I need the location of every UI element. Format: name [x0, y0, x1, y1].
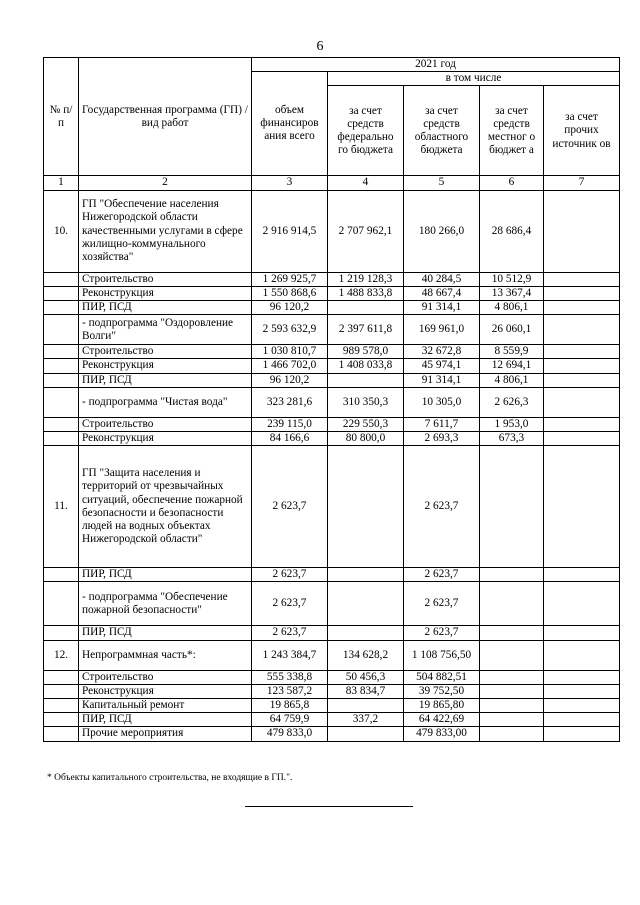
table-row: [44, 432, 620, 446]
index-cell: 4: [328, 176, 404, 190]
row-local: 1 953,0: [480, 417, 544, 431]
row-num: [44, 432, 79, 446]
row-regional: 39 752,50: [404, 684, 480, 698]
row-name: Строительство: [79, 670, 252, 684]
row-num: [44, 670, 79, 684]
row-local: 4 806,1: [480, 373, 544, 387]
row-name: Реконструкция: [79, 286, 252, 300]
row-other: [544, 387, 620, 417]
row-name: - подпрограмма "Чистая вода": [79, 387, 252, 417]
row-total: 84 166,6: [252, 432, 328, 446]
row-other: [544, 373, 620, 387]
table-row: [44, 345, 620, 359]
header-local: за счет средств местног о бюджет а: [480, 86, 544, 176]
row-num: [44, 272, 79, 286]
row-name: Строительство: [79, 272, 252, 286]
row-num: [44, 727, 79, 741]
row-federal: 229 550,3: [328, 417, 404, 431]
row-federal: 134 628,2: [328, 640, 404, 670]
table-row: [44, 373, 620, 387]
index-cell: 2: [79, 176, 252, 190]
row-other: [544, 446, 620, 568]
row-local: [480, 699, 544, 713]
row-federal: [328, 446, 404, 568]
row-local: 28 686,4: [480, 190, 544, 272]
row-regional: 479 833,00: [404, 727, 480, 741]
table-row: [44, 315, 620, 345]
row-total: 1 269 925,7: [252, 272, 328, 286]
row-other: [544, 359, 620, 373]
page-number: 6: [316, 39, 324, 54]
row-name: Прочие мероприятия: [79, 727, 252, 741]
row-other: [544, 286, 620, 300]
row-num: [44, 417, 79, 431]
row-regional: 10 305,0: [404, 387, 480, 417]
table-row: [44, 582, 620, 626]
row-name: Реконструкция: [79, 684, 252, 698]
row-regional: 64 422,69: [404, 713, 480, 727]
row-federal: 80 800,0: [328, 432, 404, 446]
row-other: [544, 301, 620, 315]
row-num: 12.: [44, 640, 79, 670]
table-row: [44, 359, 620, 373]
table-row: [44, 301, 620, 315]
row-federal: 989 578,0: [328, 345, 404, 359]
row-other: [544, 190, 620, 272]
row-other: [544, 713, 620, 727]
row-name: ПИР, ПСД: [79, 373, 252, 387]
row-num: [44, 345, 79, 359]
row-other: [544, 345, 620, 359]
row-regional: 91 314,1: [404, 301, 480, 315]
row-regional: 169 961,0: [404, 315, 480, 345]
row-name: Строительство: [79, 417, 252, 431]
row-other: [544, 699, 620, 713]
header-regional: за счет средств областного бюджета: [404, 86, 480, 176]
row-other: [544, 432, 620, 446]
table-row: [44, 286, 620, 300]
header-program: Государственная программа (ГП) / вид работ: [79, 58, 252, 176]
row-other: [544, 272, 620, 286]
row-total: 555 338,8: [252, 670, 328, 684]
row-local: 12 694,1: [480, 359, 544, 373]
row-local: [480, 626, 544, 640]
row-local: 4 806,1: [480, 301, 544, 315]
table-row: [44, 713, 620, 727]
row-federal: [328, 582, 404, 626]
index-cell: 3: [252, 176, 328, 190]
row-num: [44, 286, 79, 300]
table-row: [44, 640, 620, 670]
row-local: 13 367,4: [480, 286, 544, 300]
row-other: [544, 417, 620, 431]
row-total: 1 030 810,7: [252, 345, 328, 359]
row-federal: 50 456,3: [328, 670, 404, 684]
row-regional: 2 623,7: [404, 582, 480, 626]
row-local: [480, 727, 544, 741]
header-year: 2021 год: [252, 58, 620, 72]
row-local: 10 512,9: [480, 272, 544, 286]
row-total: 1 243 384,7: [252, 640, 328, 670]
row-total: 239 115,0: [252, 417, 328, 431]
table-row: [44, 699, 620, 713]
row-num: [44, 359, 79, 373]
table-row: [44, 387, 620, 417]
row-total: 2 623,7: [252, 582, 328, 626]
row-regional: 48 667,4: [404, 286, 480, 300]
row-total: 19 865,8: [252, 699, 328, 713]
row-regional: 2 623,7: [404, 446, 480, 568]
row-local: [480, 684, 544, 698]
row-regional: 91 314,1: [404, 373, 480, 387]
table-row: [44, 684, 620, 698]
index-cell: 7: [544, 176, 620, 190]
row-regional: 2 623,7: [404, 568, 480, 582]
row-total: 2 623,7: [252, 568, 328, 582]
row-regional: 2 693,3: [404, 432, 480, 446]
row-other: [544, 684, 620, 698]
table-row: [44, 417, 620, 431]
header-other: за счет прочих источник ов: [544, 86, 620, 176]
row-federal: [328, 626, 404, 640]
row-total: 2 623,7: [252, 446, 328, 568]
table-row: [44, 272, 620, 286]
row-num: [44, 568, 79, 582]
row-num: [44, 301, 79, 315]
header-num: № п/п: [44, 58, 79, 176]
row-name: Реконструкция: [79, 359, 252, 373]
row-federal: [328, 699, 404, 713]
row-name: ГП "Обеспечение населения Нижегородской области качественными услугами в сфере жилищно-коммунального хозяйства": [79, 190, 252, 272]
row-local: [480, 670, 544, 684]
row-total: 1 466 702,0: [252, 359, 328, 373]
row-federal: 1 219 128,3: [328, 272, 404, 286]
row-other: [544, 670, 620, 684]
row-name: ПИР, ПСД: [79, 626, 252, 640]
row-num: 10.: [44, 190, 79, 272]
row-total: 64 759,9: [252, 713, 328, 727]
row-local: [480, 713, 544, 727]
row-federal: [328, 301, 404, 315]
row-total: 1 550 868,6: [252, 286, 328, 300]
table-row: [44, 727, 620, 741]
row-regional: 1 108 756,50: [404, 640, 480, 670]
table-row: [44, 446, 620, 568]
row-regional: 180 266,0: [404, 190, 480, 272]
row-local: [480, 640, 544, 670]
row-name: Непрограммная часть*:: [79, 640, 252, 670]
index-cell: 1: [44, 176, 79, 190]
header-federal: за счет средств федерально го бюджета: [328, 86, 404, 176]
row-federal: 2 397 611,8: [328, 315, 404, 345]
row-total: 2 916 914,5: [252, 190, 328, 272]
row-other: [544, 727, 620, 741]
row-other: [544, 626, 620, 640]
row-federal: [328, 568, 404, 582]
header-total: объем финансиров ания всего: [252, 72, 328, 176]
header-including: в том числе: [328, 72, 620, 86]
row-regional: 7 611,7: [404, 417, 480, 431]
row-name: - подпрограмма "Оздоровление Волги": [79, 315, 252, 345]
row-local: [480, 582, 544, 626]
row-federal: [328, 727, 404, 741]
row-local: 26 060,1: [480, 315, 544, 345]
row-regional: 32 672,8: [404, 345, 480, 359]
row-other: [544, 568, 620, 582]
row-num: [44, 582, 79, 626]
row-local: [480, 568, 544, 582]
row-num: 11.: [44, 446, 79, 568]
row-federal: 83 834,7: [328, 684, 404, 698]
row-total: 2 593 632,9: [252, 315, 328, 345]
row-regional: 45 974,1: [404, 359, 480, 373]
row-federal: [328, 373, 404, 387]
row-federal: 2 707 962,1: [328, 190, 404, 272]
row-federal: 310 350,3: [328, 387, 404, 417]
row-regional: 19 865,80: [404, 699, 480, 713]
row-total: 96 120,2: [252, 301, 328, 315]
row-num: [44, 315, 79, 345]
index-cell: 6: [480, 176, 544, 190]
row-name: Строительство: [79, 345, 252, 359]
row-name: Реконструкция: [79, 432, 252, 446]
row-name: Капитальный ремонт: [79, 699, 252, 713]
row-federal: 1 488 833,8: [328, 286, 404, 300]
row-regional: 504 882,51: [404, 670, 480, 684]
table-row: [44, 626, 620, 640]
row-name: - подпрограмма "Обеспечение пожарной безопасности": [79, 582, 252, 626]
row-regional: 2 623,7: [404, 626, 480, 640]
row-local: 2 626,3: [480, 387, 544, 417]
closing-rule: [245, 806, 413, 807]
row-num: [44, 699, 79, 713]
table-row: [44, 190, 620, 272]
row-name: ПИР, ПСД: [79, 301, 252, 315]
row-other: [544, 582, 620, 626]
row-total: 479 833,0: [252, 727, 328, 741]
table-row: [44, 670, 620, 684]
row-num: [44, 387, 79, 417]
row-federal: 337,2: [328, 713, 404, 727]
index-row: [44, 176, 620, 190]
row-name: ГП "Защита населения и территорий от чрезвычайных ситуаций, обеспечение пожарной безопасности и безопасности людей на водных объектах Нижегородской области": [79, 446, 252, 568]
row-other: [544, 315, 620, 345]
row-num: [44, 684, 79, 698]
row-num: [44, 373, 79, 387]
row-total: 2 623,7: [252, 626, 328, 640]
financing-table: [43, 57, 620, 742]
row-local: [480, 446, 544, 568]
table-row: [44, 568, 620, 582]
row-num: [44, 713, 79, 727]
row-federal: 1 408 033,8: [328, 359, 404, 373]
row-total: 323 281,6: [252, 387, 328, 417]
row-name: ПИР, ПСД: [79, 713, 252, 727]
row-other: [544, 640, 620, 670]
row-num: [44, 626, 79, 640]
row-local: 673,3: [480, 432, 544, 446]
row-total: 123 587,2: [252, 684, 328, 698]
footnote: * Объекты капитального строительства, не входящие в ГП.".: [47, 773, 293, 783]
index-cell: 5: [404, 176, 480, 190]
row-regional: 40 284,5: [404, 272, 480, 286]
row-total: 96 120,2: [252, 373, 328, 387]
row-name: ПИР, ПСД: [79, 568, 252, 582]
row-local: 8 559,9: [480, 345, 544, 359]
